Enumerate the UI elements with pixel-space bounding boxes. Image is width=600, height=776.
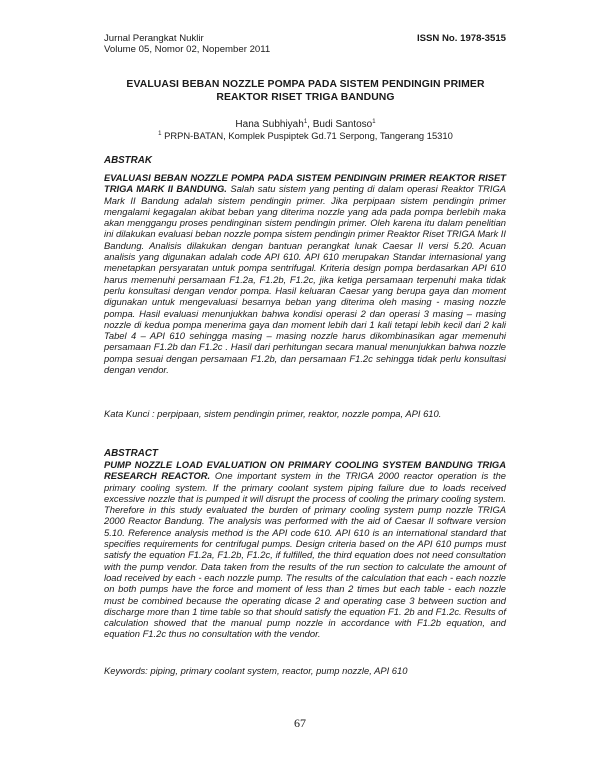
author-name: Hana Subhiyah [235,119,304,130]
paper-title [104,78,507,104]
abstrak-lead: EVALUASI BEBAN NOZZLE POMPA PADA SISTEM PENDINGIN PRIMER REAKTOR RISET TRIGA MARK II BANDUNG. [104,172,506,195]
author-affil-mark: 1 [303,119,308,125]
issn-label: ISSN No. 1978-3515 [416,33,506,44]
kata-kunci: Kata Kunci : perpipaan, sistem pendingin primer, reaktor, nozzle pompa, API 610. [104,408,442,419]
keywords: Keywords: piping, primary coolant system, reactor, pump nozzle, API 610 [104,665,408,676]
journal-volume: Volume 05, Nomor 02, Nopember 2011 [104,44,271,55]
author-affil-mark: 1 [372,119,376,125]
abstrak-body: Salah satu sistem yang penting di dalam operasi Reaktor TRIGA Mark II Bandung adalah sistem pendingin primer. Jika perpipaan sistem pendingin primer mengalami kegagalan akibat beban yang diterima nozzle yang ada pada pompa berlebih maka akan menggangu proses pendinginan sistem pendingin primer. Oleh karena itu dalam penelitian ini dilakukan evaluasi beban nozzle pompa sistem pendingin primer Reaktor Riset TRIGA Mark II Bandung. Analisis dilakukan dengan bantuan perangkat lunak Caesar II versi 5.20. Acuan analisis yang digunakan adalah code API 610. API 610 merupakan Standar internasional yang menetapkan persyaratan untuk pompa sentrifugal. Kriteria design pompa berdasarkan API 610 harus memenuhi persamaan F1.2a, F1.2b, F1.2c, jika ketiga persamaan terpenuhi maka tidak perlu konsultasi dengan vendor pompa. Hasil keluaran Caesar yang berupa gaya dan moment digunakan untuk mengevaluasi besarnya beban yang diterima oleh masing - masing nozzle pompa. Hasil evaluasi menunjukkan bahwa kondisi operasi 2 dan operasi 3 masing – masing nozzle di kedua pompa menerima gaya dan moment lebih dari 1 kali tetapi lebih kecil dari 2 kali Tabel 4 – API 610 sehingga masing – masing nozzle harus dikombinasikan agar memenuhi persamaan F1.2b dan F1.2c . Hasil dari perhitungan secara manual menunjukkan bahwa nozzle pompa sesuai dengan persamaan F1.2b, dan persamaan F1.2c sehingga tidak perlu konsultasi dengan vendor. [104,183,507,376]
abstract-paragraph [104,459,506,640]
abstrak-heading: ABSTRAK [104,155,152,166]
author-separator: , [307,119,313,130]
author-name: Budi Santoso [312,119,373,130]
journal-header [104,33,270,55]
affiliation-text: PRPN-BATAN, Komplek Puspiptek Gd.71 Serpong, Tangerang 15310 [161,130,453,141]
title-line-2: REAKTOR RISET TRIGA BANDUNG [216,92,395,103]
affil-mark: 1 [158,131,162,137]
abstract-heading: ABSTRACT [104,448,158,459]
abstract-body: One important system in the TRIGA 2000 reactor operation is the primary cooling system. If the primary coolant system piping failure due to loads received excessive nozzle that is pumped it will disrupt the process of cooling the primary cooling system. Therefore in this study evaluated the burden of primary cooling system pump nozzle TRIGA 2000 Reactor Bandung. The analysis was performed with the aid of Caesar II software version 5.10. Reference analysis method is the API code 610. API 610 is an international standard that specifies requirements for centrifugal pumps. Design criteria based on the API 610 pumps must satisfy the equation F1.2a, F1.2b, F1.2c, if fulfilled, the third equation does not need consultation with the pump vendor. Data taken from the results of the run section to calculate the amount of load received by each - each nozzle pump. The results of the calculation that each - each nozzle on both pumps have the force and moment of less than 2 times but each table - each nozzle must be combined because the operating dicase 2 and operating case 3 between suction and discharge more than 1 time table so that should satisfy the equation F1. 2b and F1.2c. Results of calculation showed that the manual pump nozzle in accordance with F1.2b equation, and equation F1.2c thus no consultation with the vendor. [104,470,506,640]
page-number: 67 [294,716,306,730]
abstract-lead: PUMP NOZZLE LOAD EVALUATION ON PRIMARY COOLING SYSTEM BANDUNG TRIGA RESEARCH REACTOR. [104,459,506,482]
abstrak-paragraph [104,172,506,375]
affiliation [104,130,507,142]
title-line-1: EVALUASI BEBAN NOZZLE POMPA PADA SISTEM PENDINGIN PRIMER [126,79,485,90]
journal-name: Jurnal Perangkat Nuklir [104,33,204,44]
